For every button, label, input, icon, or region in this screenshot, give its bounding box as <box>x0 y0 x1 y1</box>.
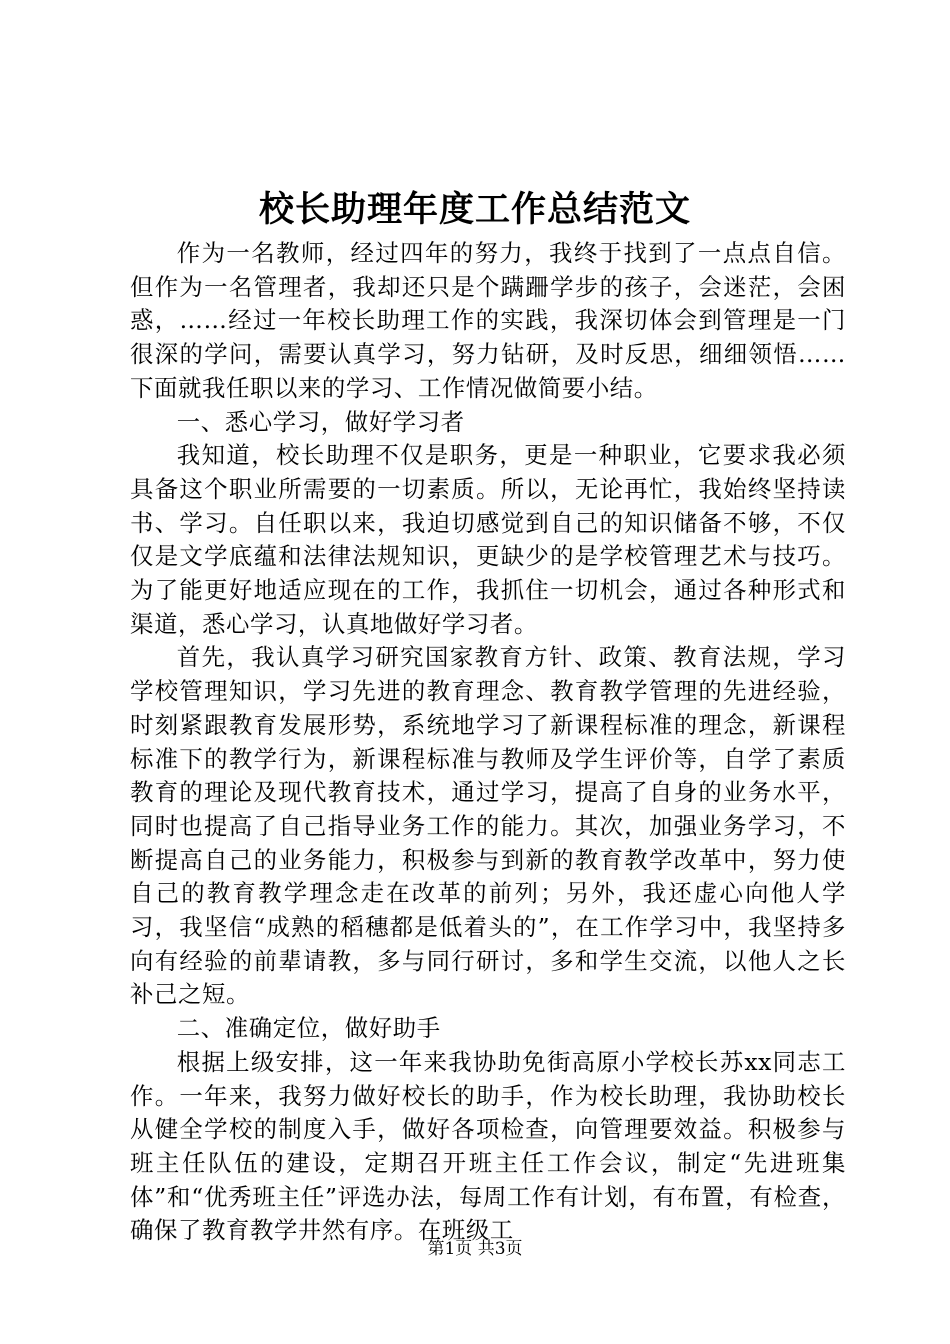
section-heading-1: 一、悉心学习，做好学习者 <box>176 407 465 436</box>
paragraph-intro: 作为一名教师，经过四年的努力，我终于找到了一点点自信。但作为一名管理者，我却还只是个蹒跚学步的孩子，会迷茫，会困惑，……经过一年校长助理工作的实践，我深切体会到管理是一门很深的学问，需要认真学习，努力钻研，及时反思，细细领悟……下面就我任职以来的学习、工作情况做简要小结。 <box>130 239 846 402</box>
section-heading-2: 二、准确定位，做好助手 <box>176 1014 441 1043</box>
document-body <box>130 237 846 1248</box>
paragraph-firstly: 首先，我认真学习研究国家教育方针、政策、教育法规，学习学校管理知识，学习先进的教育理念、教育教学管理的先进经验，时刻紧跟教育发展形势，系统地学习了新课程标准的理念，新课程标准下的教学行为，新课程标准与教师及学生评价等，自学了素质教育的理论及现代教育技术，通过学习，提高了自身的业务水平，同时也提高了自己指导业务工作的能力。其次，加强业务学习，不断提高自己的业务能力，积极参与到新的教育教学改革中，努力使自己的教育教学理念走在改革的前列；另外，我还虚心向他人学习，我坚信“成熟的稻穗都是低着头的”，在工作学习中，我坚持多向有经验的前辈请教，多与同行研讨，多和学生交流，以他人之长补己之短。 <box>130 643 846 1009</box>
document-title: 校长助理年度工作总结范文 <box>258 190 691 230</box>
page-number-footer: 第1页 共3页 <box>427 1239 523 1259</box>
paragraph-assistant: 根据上级安排，这一年来我协助免街高原小学校长苏xx同志工作。一年来，我努力做好校长的助手，作为校长助理，我协助校长从健全学校的制度入手，做好各项检查，向管理要效益。积极参与班主任队伍的建设，定期召开班主任工作会议，制定“先进班集体”和“优秀班主任”评选办法，每周工作有计划，有布置，有检查，确保了教育教学井然有序。在班级工 <box>130 1047 846 1245</box>
paragraph-learning: 我知道，校长助理不仅是职务，更是一种职业，它要求我必须具备这个职业所需要的一切素质。所以，无论再忙，我始终坚持读书、学习。自任职以来，我迫切感觉到自己的知识储备不够，不仅仅是文学底蕴和法律法规知识，更缺少的是学校管理艺术与技巧。为了能更好地适应现在的工作，我抓住一切机会，通过各种形式和渠道，悉心学习，认真地做好学习者。 <box>130 441 846 638</box>
